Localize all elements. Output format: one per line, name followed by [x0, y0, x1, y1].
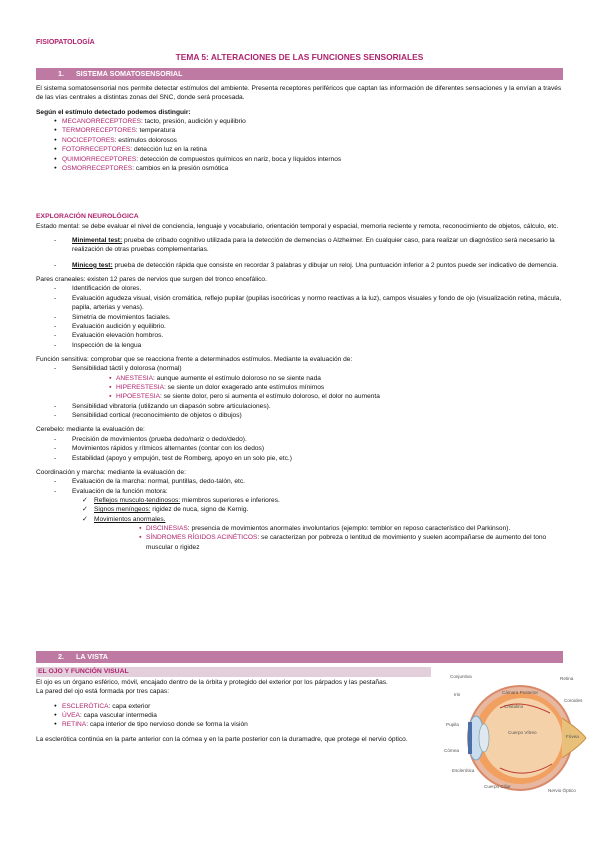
section-1-title: SISTEMA SOMATOSENSORIAL	[76, 69, 183, 78]
list-item: ● ÚVEA: capa vascular intermedia	[62, 711, 436, 720]
list-item: - Minicog test: prueba de detección rápida que consiste en recordar 3 palabras y dibujar un reloj. Una puntuación inferior a 2 puntos puede ser indicativo de demencia.	[72, 261, 563, 270]
list-item: - Sensibilidad cortical (reconocimiento de objetos o dibujos)	[72, 411, 563, 420]
list-item: - Evaluación de la marcha: normal, puntillas, dedo-talón, etc.	[72, 477, 563, 486]
list-item: ● QUIMIORRECEPTORES: detección de compuestos químicos en nariz, boca y líquidos internos	[62, 155, 563, 164]
page-title: TEMA 5: ALTERACIONES DE LAS FUNCIONES SENSORIALES	[175, 52, 424, 62]
list-item: ● HIPOESTESIA: se siente dolor, pero si aumenta el estímulo doloroso, el dolor no aumenta	[116, 392, 563, 401]
list-item: ● MECANORRECEPTORES: tacto, presión, audición y equilibrio	[62, 117, 563, 126]
label-ciliar: Cuerpo Ciliar	[484, 784, 511, 789]
list-item: - Evaluación elevación hombros.	[72, 331, 563, 340]
eye-paragraph-3: La esclerótica continúa en la parte anterior con la córnea y en la parte posterior con la duramadre, que protege el nervio óptico.	[36, 735, 408, 743]
coord-list	[36, 477, 563, 496]
label-iris: Iris	[454, 692, 461, 697]
cranial-list	[36, 284, 563, 350]
section-1-number: 1.	[58, 69, 64, 78]
list-item: ● ANESTESIA: aunque aumente el estímulo doloroso no se siente nada	[116, 374, 563, 383]
label-fovea: Fóvea	[566, 734, 579, 739]
mental-state: Estado mental: se debe evaluar el nivel de conciencia, lenguaje y vocabulario, orientación temporal y espacial, memoria reciente y remota, reconocimiento de objetos, cálculo, etc.	[36, 222, 559, 230]
neuro-section	[36, 212, 563, 552]
section-1-content	[36, 84, 563, 173]
section-2-title: LA VISTA	[76, 652, 108, 661]
list-item: - Minimental test: prueba de cribado cognitivo utilizada para la detección de demencias o Alzheimer. En cualquier caso, para realizar un diagnóstico será necesario la realización de otras pruebas complementarias.	[72, 236, 563, 255]
according-line: Según el estímulo detectado podemos distinguir:	[36, 108, 191, 116]
list-item: - Identificación de olores.	[72, 284, 563, 293]
label-nervio: Nervio Óptico	[548, 788, 576, 793]
section-2-content	[36, 678, 436, 744]
section-2-bar	[36, 651, 563, 663]
list-item: - Evaluación audición y equilibrio.	[72, 322, 563, 331]
neuro-heading: EXPLORACIÓN NEUROLÓGICA	[36, 213, 139, 220]
list-item: ● NOCICEPTORES: estímulos dolorosos	[62, 136, 563, 145]
list-item: - Precisión de movimientos (prueba dedo/nariz o dedo/dedo).	[72, 435, 563, 444]
cerebelo-list	[36, 435, 563, 463]
cerebelo-intro: Cerebelo: mediante la evaluación de:	[36, 426, 145, 434]
list-item: ● OSMORRECEPTORES: cambios en la presión osmótica	[62, 164, 563, 173]
sensitive-sublist	[36, 374, 563, 402]
list-item: ● TERMORRECEPTORES: temperatura	[62, 126, 563, 135]
eye-anatomy-illustration	[440, 668, 590, 808]
list-item: ● DISCINESIAS: presencia de movimientos anormales involuntarios (ejemplo: temblor en reposo característico del Parkinson).	[146, 524, 563, 533]
coord-intro: Coordinación y marcha: mediante la evaluación de:	[36, 468, 186, 476]
list-item: ✓ Reflejos musculo-tendinosos: miembros superiores e inferiores.	[94, 496, 563, 505]
list-item: - Evaluación de la función motora:	[72, 487, 563, 496]
eye-paragraph-2: La pared del ojo está formada por tres capas:	[36, 688, 170, 696]
sensitive-intro: Función sensitiva: comprobar que se reacciona frente a determinados estímulos. Mediante la evaluación de:	[36, 355, 353, 363]
list-item: - Estabilidad (apoyo y empujón, test de Romberg, apoyo en un solo pie, etc.)	[72, 454, 563, 463]
list-item: ✓ Movimientos anormales.	[94, 515, 563, 524]
list-item: ● ESCLERÓTICA: capa exterior	[62, 702, 436, 711]
section-2-number: 2.	[58, 652, 64, 661]
list-item: - Sensibilidad vibratoria (utilizando un diapasón sobre articulaciones).	[72, 402, 563, 411]
list-item: ✓ Signos meníngeos: rigidez de nuca, signo de Kernig.	[94, 505, 563, 514]
label-cuerpo-vitreo: Cuerpo Vítreo	[508, 730, 537, 735]
cranial-intro: Pares craneales: existen 12 pares de nervios que surgen del tronco encefálico.	[36, 276, 267, 284]
section-1-bar	[36, 68, 563, 80]
test-list	[36, 236, 563, 270]
subject-label: FISIOPATOLOGÍA	[36, 39, 95, 46]
eye-paragraph-1: El ojo es un órgano esférico, móvil, encajado dentro de la órbita y protegido del exterior por los párpados y las pestañas.	[36, 679, 388, 686]
sensitive-list-2	[36, 402, 563, 421]
label-pupila: Pupila	[446, 722, 459, 727]
list-item: - Movimientos rápidos y rítmicos alternantes (contar con los dedos)	[72, 444, 563, 453]
section-1-intro: El sistema somatosensorial nos permite detectar estímulos del ambiente. Presenta receptores periféricos que captan las información de diferentes sensaciones y la envían a través de las vías centrales a distintas zonas del SNC, donde será procesada.	[36, 85, 562, 102]
label-esclerotica: Esclerótica	[452, 768, 475, 773]
label-coroides: Coroides	[564, 698, 583, 703]
list-item: - Simetría de movimientos faciales.	[72, 313, 563, 322]
label-cristalino: Cristalino	[504, 704, 524, 709]
list-item: - Sensibilidad táctil y dolorosa (normal)	[72, 364, 563, 373]
label-cornea: Córnea	[444, 748, 460, 753]
list-item: - Inspección de la lengua	[72, 341, 563, 350]
motor-list	[36, 496, 563, 524]
layer-list	[36, 702, 436, 730]
label-camara: Cámara Posterior	[502, 690, 538, 695]
list-item: - Evaluación agudeza visual, visión cromática, reflejo pupilar (pupilas isocóricas y normo reactivas a la luz), campos visuales y fondo de ojo (visualización retina, mácula, papila, arterias y venas).	[72, 294, 563, 313]
sensitive-list	[36, 364, 563, 373]
list-item: ● RETINA: capa interior de tipo nervioso donde se forma la visión	[62, 720, 436, 729]
list-item: ● HIPERESTESIA: se siente un dolor exagerado ante estímulos mínimos	[116, 383, 563, 392]
list-item: ● FOTORRECEPTORES: detección luz en la retina	[62, 145, 563, 154]
section-2-subheading: EL OJO Y FUNCIÓN VISUAL	[36, 667, 431, 677]
abnormal-list	[36, 524, 563, 552]
receptor-list	[36, 117, 563, 173]
list-item: ● SÍNDROMES RÍGIDOS ACINÉTICOS: se caracterizan por pobreza o lentitud de movimiento y suelen acompañarse de aumento del tono muscular o rigidez	[146, 533, 563, 552]
label-conjuntiva: Conjuntiva	[450, 674, 472, 679]
label-retina: Retina	[560, 676, 574, 681]
